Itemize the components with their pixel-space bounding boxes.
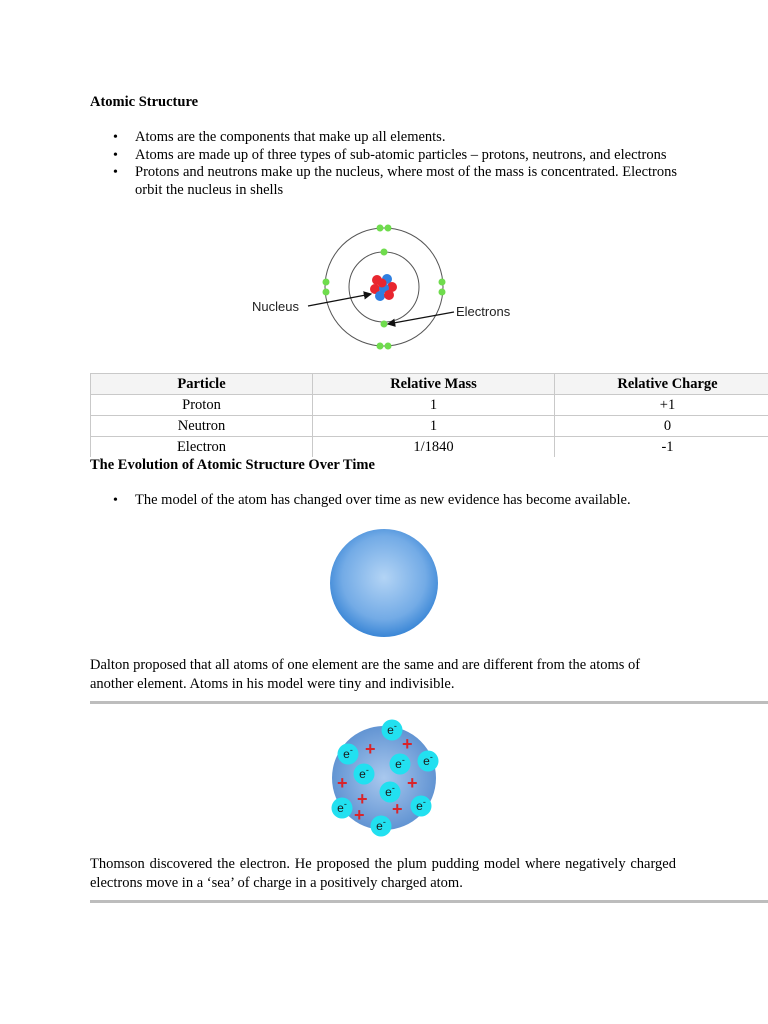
svg-text:e-: e- — [376, 817, 386, 833]
table-cell: Electron — [91, 437, 313, 458]
table-row — [91, 437, 768, 458]
evolution-bullet-list — [90, 492, 710, 510]
electron-particle — [382, 720, 403, 741]
column-header-relative-charge: Relative Charge — [555, 374, 768, 395]
column-header-relative-mass: Relative Mass — [313, 374, 555, 395]
particle-properties-table — [90, 373, 768, 457]
svg-text:+: + — [337, 773, 348, 793]
electrons-pointer-arrow — [388, 312, 454, 324]
section-heading-evolution: The Evolution of Atomic Structure Over Time — [90, 457, 375, 473]
svg-text:e-: e- — [343, 745, 353, 761]
table-cell: 1 — [313, 416, 555, 437]
electron-particle — [371, 816, 392, 837]
dalton-description: Dalton proposed that all atoms of one element are the same and are different from the atoms of another element. Atoms in his model were tiny and indivisible. — [90, 657, 641, 692]
section-divider — [90, 900, 768, 903]
list-item: • Atoms are the components that make up all elements. — [90, 129, 690, 147]
table-cell: 1/1840 — [313, 437, 555, 458]
section-divider — [90, 701, 768, 704]
thomson-plum-pudding-model — [326, 716, 444, 840]
svg-text:+: + — [365, 739, 376, 759]
electron-particle — [332, 798, 353, 819]
atomic-structure-bullet-list — [90, 129, 690, 199]
electron-particle — [338, 744, 359, 765]
table-cell: +1 — [555, 395, 768, 416]
electron-particle — [380, 782, 401, 803]
list-item: • The model of the atom has changed over time as new evidence has become available. — [90, 492, 710, 510]
svg-text:e-: e- — [416, 797, 426, 813]
table-row — [91, 395, 768, 416]
svg-text:+: + — [402, 734, 413, 754]
electron-particle — [354, 764, 375, 785]
svg-text:+: + — [354, 805, 365, 825]
electron-particle — [418, 751, 439, 772]
table-cell: 0 — [555, 416, 768, 437]
dalton-solid-sphere-model — [328, 527, 440, 639]
svg-text:e-: e- — [385, 783, 395, 799]
list-item: • Protons and neutrons make up the nucleus, where most of the mass is concentrated. Electrons orbit the nucleus in shells — [90, 164, 690, 199]
svg-text:+: + — [392, 799, 403, 819]
svg-text:e-: e- — [395, 755, 405, 771]
bohr-atom-diagram — [240, 218, 540, 358]
table-cell: Neutron — [91, 416, 313, 437]
svg-text:e-: e- — [387, 721, 397, 737]
electrons-label: Electrons — [456, 304, 511, 319]
nucleus-pointer-arrow — [308, 294, 371, 306]
svg-text:e-: e- — [359, 765, 369, 781]
electron-particle — [390, 754, 411, 775]
nucleus — [370, 274, 397, 301]
table-header-row — [91, 374, 768, 395]
table-cell: -1 — [555, 437, 768, 458]
thomson-description: Thomson discovered the electron. He proposed the plum pudding model where negatively charged electrons move in a ‘sea’ of charge in a positively charged atom. — [90, 856, 676, 891]
table-row — [91, 416, 768, 437]
section-heading-atomic-structure: Atomic Structure — [90, 94, 199, 110]
svg-text:e-: e- — [423, 752, 433, 768]
svg-text:+: + — [407, 773, 418, 793]
list-item: • Atoms are made up of three types of sub-atomic particles – protons, neutrons, and electrons — [90, 147, 690, 165]
column-header-particle: Particle — [91, 374, 313, 395]
nucleus-label: Nucleus — [252, 299, 299, 314]
svg-text:e-: e- — [337, 799, 347, 815]
svg-text:+: + — [357, 789, 368, 809]
electron-particle — [411, 796, 432, 817]
table-cell: 1 — [313, 395, 555, 416]
table-cell: Proton — [91, 395, 313, 416]
